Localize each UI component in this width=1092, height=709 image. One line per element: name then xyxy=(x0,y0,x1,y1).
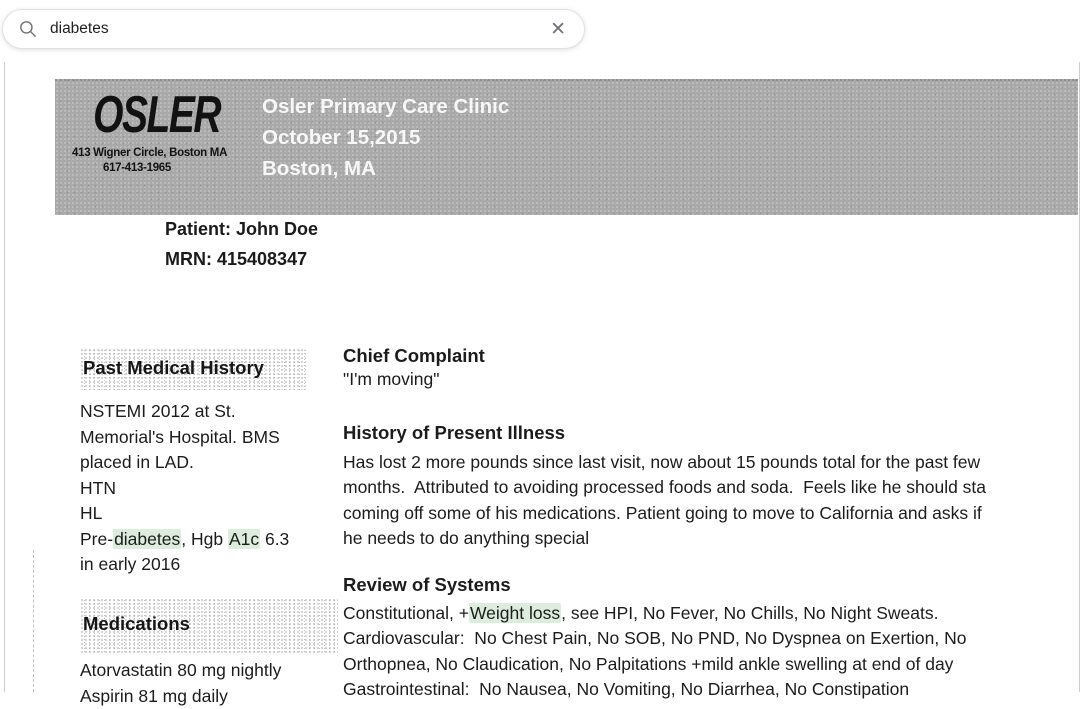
hpi-heading: History of Present Illness xyxy=(343,422,1080,444)
search-term-highlight: diabetes xyxy=(113,529,181,549)
hpi-line: months. Attributed to avoiding processed foods and soda. Feels like he should sta xyxy=(343,475,1080,501)
pmh-line: in early 2016 xyxy=(80,552,348,578)
pmh-line: NSTEMI 2012 at St. xyxy=(80,399,348,425)
scan-artifact-line xyxy=(33,550,34,692)
medications-heading: Medications xyxy=(80,598,338,654)
document-page xyxy=(0,62,1092,692)
hpi-line: coming off some of his medications. Patient going to move to California and asks if xyxy=(343,501,1080,527)
ros-line: Gastrointestinal: No Nausea, No Vomiting, No Diarrhea, No Constipation xyxy=(343,677,1080,703)
pmh-line: HTN xyxy=(80,476,348,502)
search-term-highlight: Weight loss xyxy=(469,603,561,623)
hpi-line: he needs to do anything special xyxy=(343,526,1080,552)
pmh-text-segment: Pre- xyxy=(80,529,113,549)
note-body-column xyxy=(343,345,1080,692)
visit-date: October 15,2015 xyxy=(262,122,509,153)
search-icon xyxy=(19,20,37,38)
page-left-edge xyxy=(4,62,5,692)
pmh-heading: Past Medical History xyxy=(80,348,306,390)
ros-line: Orthopnea, No Claudication, No Palpitations +mild ankle swelling at end of day xyxy=(343,652,1080,678)
logo-text: OSLER xyxy=(93,95,220,136)
ros-text-segment: , see HPI, No Fever, No Chills, No Night Sweats. xyxy=(561,603,938,623)
search-bar[interactable] xyxy=(2,9,585,49)
logo-address-line1: 413 Wigner Circle, Boston MA xyxy=(72,146,202,161)
clear-search-icon[interactable]: ✕ xyxy=(548,20,568,39)
search-term-highlight: A1c xyxy=(228,529,260,549)
clinic-logo xyxy=(72,95,202,176)
patient-mrn-line: MRN: 415408347 xyxy=(165,244,318,274)
clinic-location: Boston, MA xyxy=(262,153,509,184)
ros-heading: Review of Systems xyxy=(343,574,1080,596)
pmh-text-segment: , Hgb xyxy=(181,529,228,549)
letterhead-text xyxy=(262,91,509,184)
medication-line: Aspirin 81 mg daily xyxy=(80,684,348,709)
search-input[interactable] xyxy=(50,20,548,38)
pmh-text-segment: 6.3 xyxy=(260,529,289,549)
medications-section xyxy=(80,598,348,709)
pmh-prediabetes-line xyxy=(80,527,348,553)
letterhead-band xyxy=(55,79,1078,215)
chief-complaint-text: "I'm moving" xyxy=(343,367,1080,393)
ros-constitutional-line xyxy=(343,601,1080,627)
ros-line: Cardiovascular: No Chest Pain, No SOB, No PND, No Dyspnea on Exertion, No xyxy=(343,626,1080,652)
pmh-line: placed in LAD. xyxy=(80,450,348,476)
patient-info xyxy=(165,214,318,274)
ros-text-segment: Constitutional, + xyxy=(343,603,469,623)
clinic-name: Osler Primary Care Clinic xyxy=(262,91,509,122)
logo-address-line2: 617-413-1965 xyxy=(72,161,202,176)
chief-complaint-heading: Chief Complaint xyxy=(343,345,1080,367)
patient-name-line: Patient: John Doe xyxy=(165,214,318,244)
past-medical-history-section xyxy=(80,348,348,578)
pmh-line: HL xyxy=(80,501,348,527)
medication-line: Atorvastatin 80 mg nightly xyxy=(80,658,348,684)
pmh-line: Memorial's Hospital. BMS xyxy=(80,425,348,451)
hpi-line: Has lost 2 more pounds since last visit, now about 15 pounds total for the past few xyxy=(343,450,1080,476)
